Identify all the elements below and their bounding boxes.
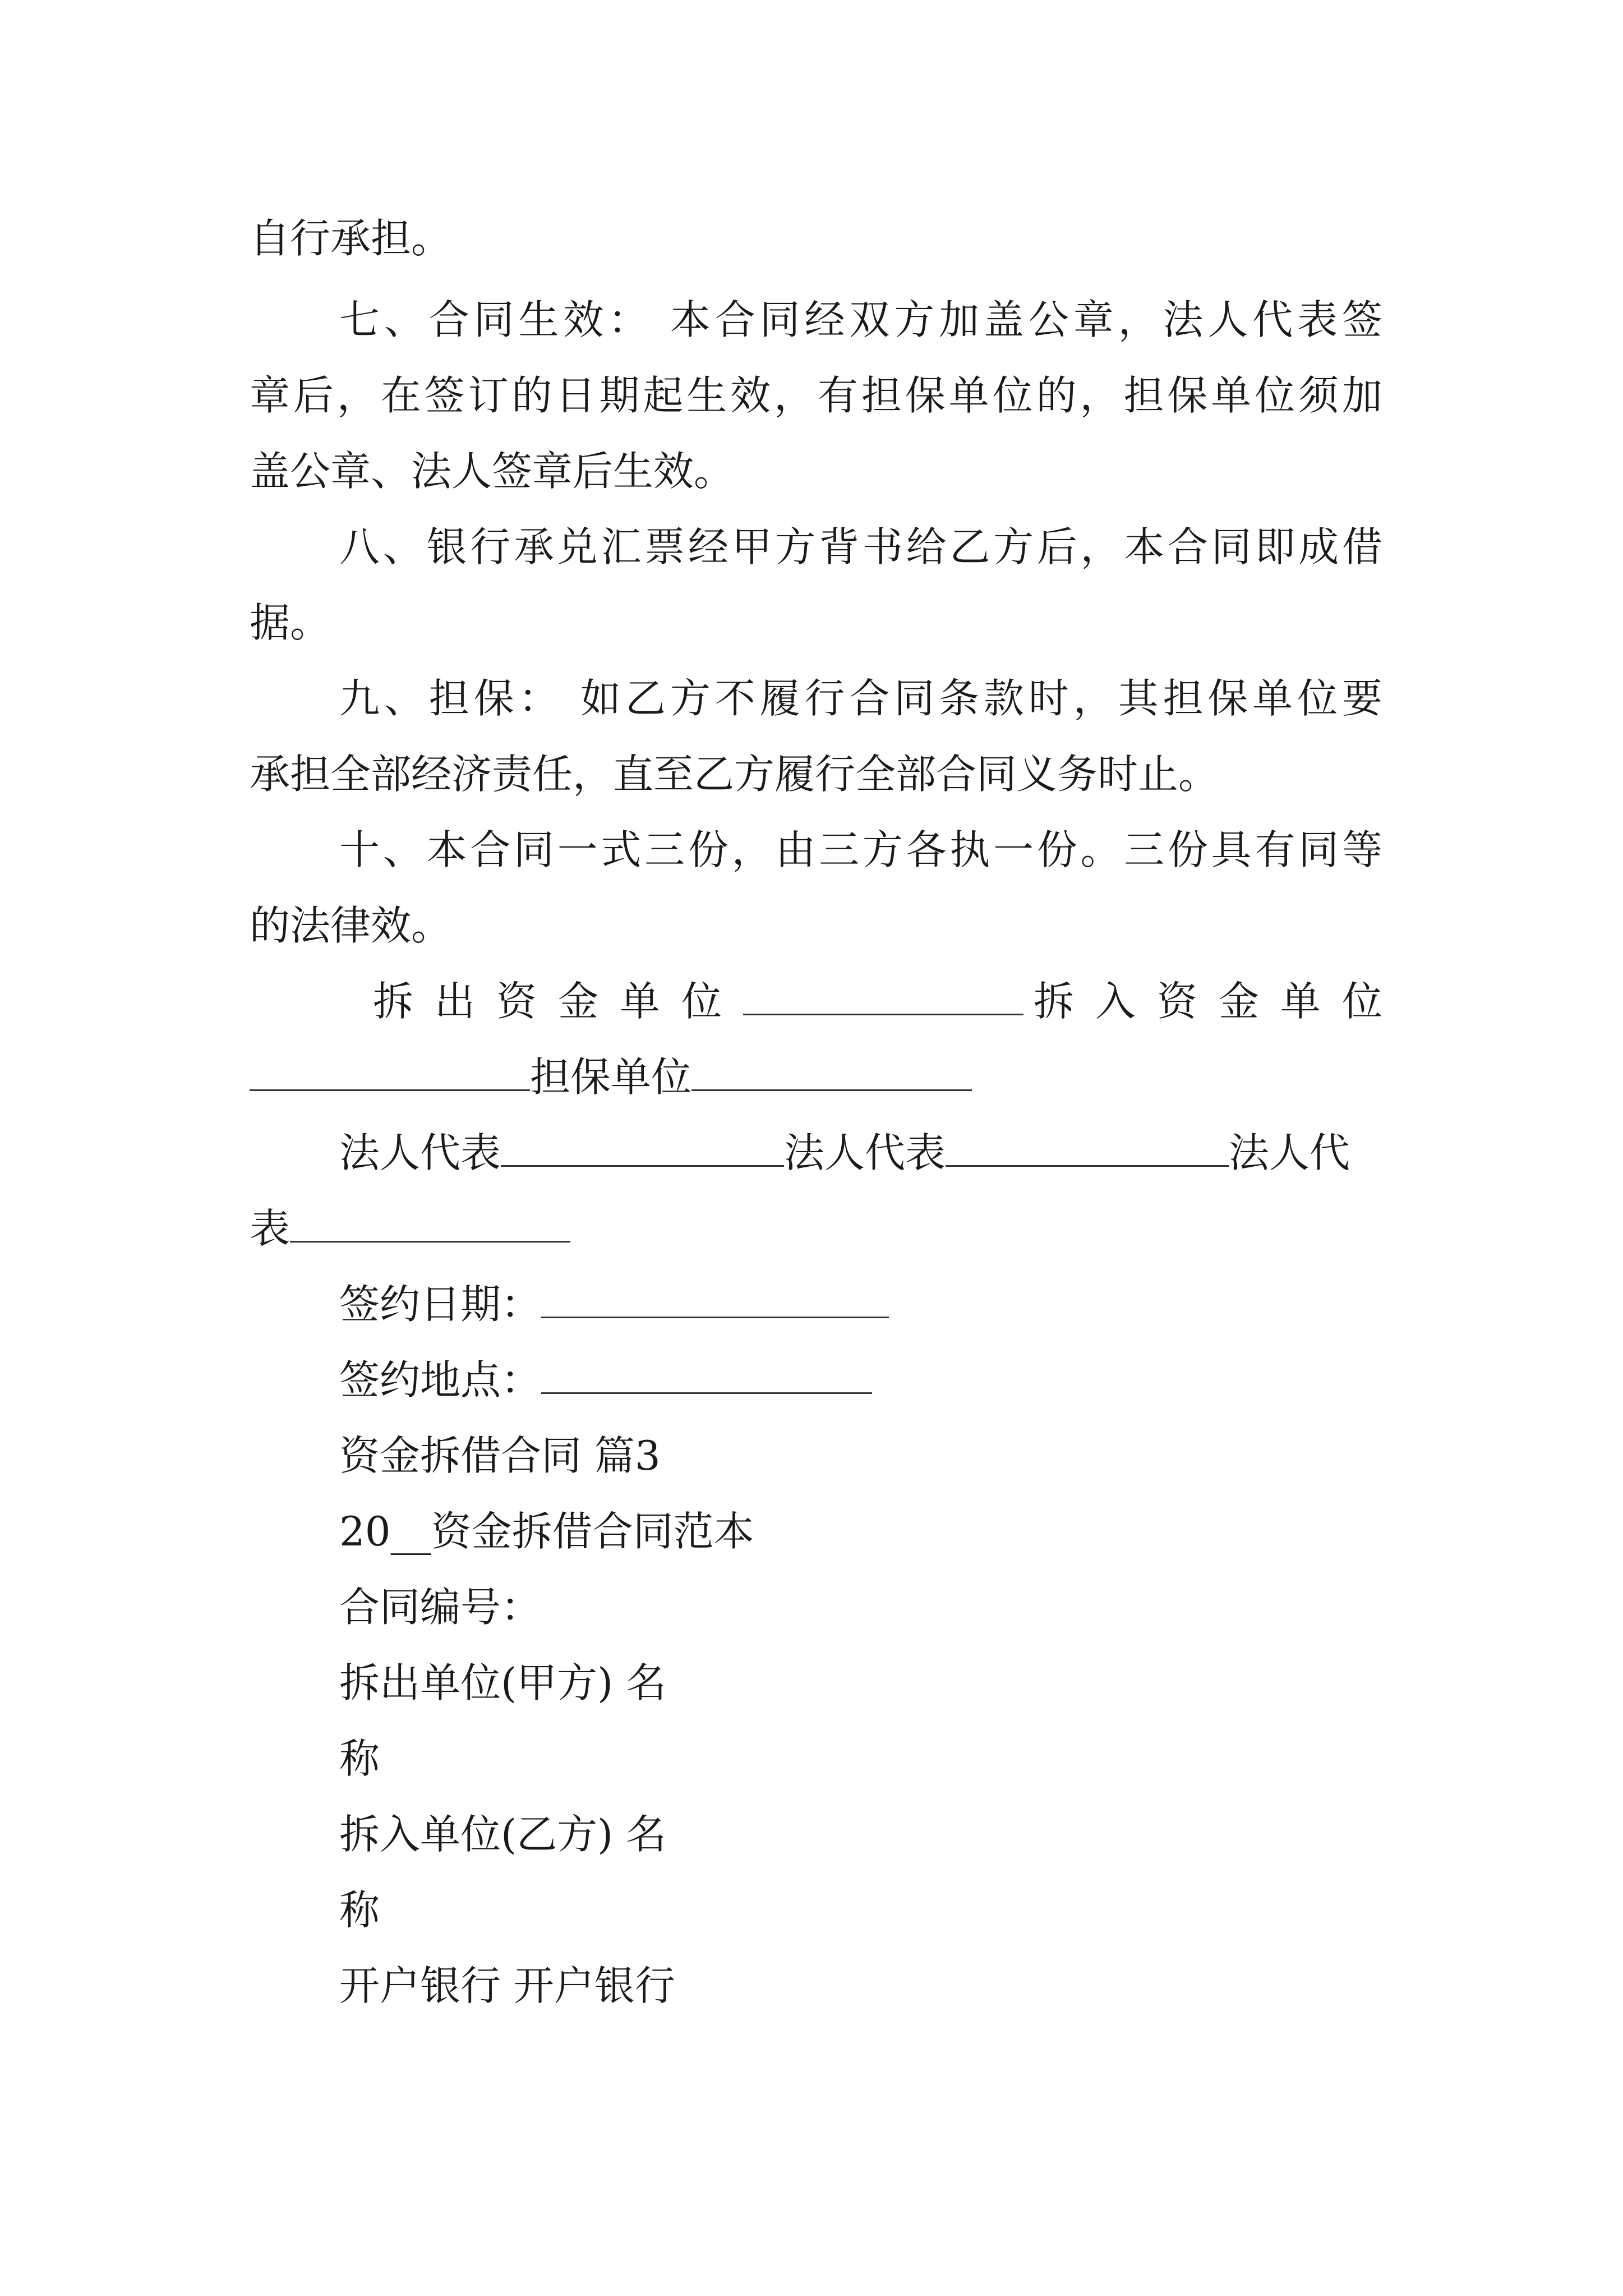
sign-place-label: 签约地点： [339, 1356, 542, 1404]
clause-9-line-2: 承担全部经济责任，直至乙方履行全部合同义务时止。 [250, 751, 1219, 798]
rep-blank-3[interactable] [290, 1206, 570, 1243]
lender-label: 拆出单位(甲方) 名 [339, 1659, 667, 1706]
rep-label-2: 法人代表 [784, 1129, 946, 1176]
guarantor-blank[interactable] [691, 1055, 972, 1091]
bank-label: 开户银行 开户银行 [339, 1962, 675, 2009]
rep-blank-1[interactable] [501, 1130, 784, 1167]
clause-10-line-1: 十、本合同一式三份，由三方各执一份。三份具有同等 [339, 826, 1382, 873]
clause-7-line-3: 盖公章、法人签章后生效。 [250, 448, 735, 495]
contract-no-label: 合同编号： [339, 1584, 542, 1631]
in-unit-blank[interactable] [250, 1055, 530, 1091]
clause-7-line-1: 七、合同生效： 本合同经双方加盖公章，法人代表签 [339, 296, 1382, 343]
sign-place-blank[interactable] [541, 1358, 872, 1394]
borrower-label: 拆入单位(乙方) 名 [339, 1811, 667, 1858]
sign-date-label: 签约日期： [339, 1281, 542, 1328]
guarantor-label: 担保单位 [530, 1053, 692, 1101]
sign-date-blank[interactable] [541, 1282, 889, 1318]
rep-label-3a: 法人代 [1229, 1129, 1350, 1176]
section-title: 20__资金拆借合同范本 [339, 1508, 754, 1555]
in-unit-label: 拆入资金单位 [1033, 978, 1404, 1025]
rep-label-1: 法人代表 [339, 1129, 501, 1176]
clause-8-line-2: 据。 [250, 599, 331, 646]
rep-line-cont [250, 1200, 570, 1257]
rep-blank-2[interactable] [946, 1130, 1229, 1167]
sign-units-line [373, 973, 1404, 1029]
guarantor-line [250, 1049, 972, 1105]
clause-9-line-1: 九、担保： 如乙方不履行合同条款时，其担保单位要 [339, 675, 1382, 722]
rep-label-3b: 表 [250, 1205, 291, 1252]
clause-8-line-1: 八、银行承兑汇票经甲方背书给乙方后，本合同即成借 [339, 523, 1382, 570]
sign-date-line [339, 1276, 889, 1332]
clause-7-line-2: 章后，在签订的日期起生效，有担保单位的，担保单位须加 [250, 372, 1382, 419]
para-line-1: 自行承担。 [250, 215, 452, 262]
out-unit-blank[interactable] [743, 979, 1023, 1015]
section-heading: 资金拆借合同 篇3 [339, 1432, 661, 1479]
out-unit-label: 拆出资金单位 [373, 978, 744, 1025]
clause-10-line-2: 的法律效。 [250, 902, 452, 949]
borrower-label-cont: 称 [339, 1887, 380, 1934]
rep-line [339, 1125, 1382, 1181]
lender-label-cont: 称 [339, 1735, 380, 1782]
sign-place-line [339, 1352, 872, 1408]
